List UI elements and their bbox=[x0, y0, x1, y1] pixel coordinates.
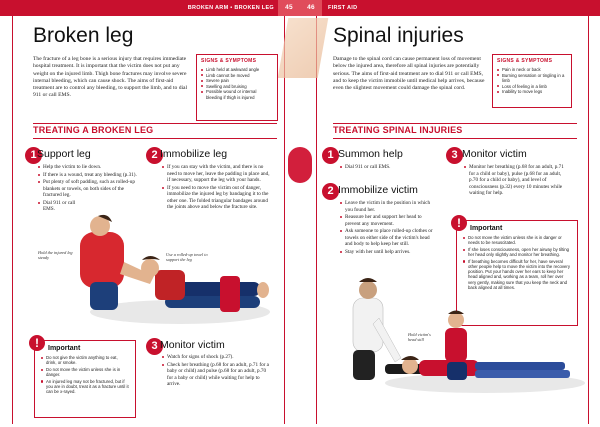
intro-text: Damage to the spinal cord can cause permanent loss of movement below the injured area, therefore all spinal injuries are potentially serious. The aims of first-aid treatment are to dial 911 or call EMS, and to keep the victim immobile until medical help arrives, because even the slightest movement could damage the spinal cord. bbox=[333, 56, 485, 92]
step-number: 3 bbox=[446, 147, 463, 164]
important-item: An injured leg may not be fractured, but if you are in doubt, treat it as a fracture until it can be x-rayed. bbox=[41, 379, 129, 395]
step-item: Ask someone to place rolled-up clothes or towels on either side of the victim's head and body to help keep her still. bbox=[340, 228, 438, 248]
section-rule bbox=[333, 123, 577, 124]
section-rule bbox=[33, 138, 277, 139]
symptom-item: Possible wound or internal bleeding if thigh is injured bbox=[201, 89, 273, 100]
symptom-item: Burning sensation or tingling in a limb bbox=[497, 73, 567, 84]
right-page-header bbox=[300, 0, 600, 16]
step-item: Watch for signs of shock (p.27). bbox=[162, 354, 272, 361]
section-heading: TREATING A BROKEN LEG bbox=[33, 125, 154, 135]
symptom-item: Pain in neck or back bbox=[497, 67, 567, 73]
step-list bbox=[162, 354, 272, 389]
section-rule bbox=[333, 138, 577, 139]
intro-text: The fracture of a leg bone is a serious injury that requires immediate hospital treatment. It is important that the victim does not put any weight on the injured limb. Thigh bone fractures may involve severe internal bleeding, which can cause shock. The aims of first-aid treatment are to control any bleeding, to support the limb, and to dial 911 or call EMS. bbox=[33, 56, 188, 99]
page-number: 45 bbox=[278, 0, 300, 16]
step-title: Monitor victim bbox=[462, 148, 527, 160]
step-item: Dial 911 or call EMS. bbox=[340, 164, 440, 171]
step-number: 2 bbox=[146, 147, 163, 164]
running-title: FIRST AID bbox=[328, 5, 358, 11]
page-title: Broken leg bbox=[33, 24, 134, 47]
signs-symptoms-box bbox=[196, 54, 278, 121]
step-number: 2 bbox=[322, 183, 339, 200]
section-rule bbox=[33, 123, 277, 124]
important-item: Do not move the victim unless she is in danger or needs to be resuscitated. bbox=[463, 235, 571, 246]
important-item: If breathing becomes difficult for her, have several other people help to move the victim into the recovery position. Put your hands over her ears to keep her head aligned and, working as a team, roll her over very gently, making sure that you keep the neck and back aligned at all times. bbox=[463, 259, 571, 291]
important-item: Do not give the victim anything to eat, drink, or smoke. bbox=[41, 355, 129, 366]
image-caption: Hold the injured leg steady bbox=[38, 250, 73, 260]
page-title: Spinal injuries bbox=[333, 24, 464, 47]
page-number: 46 bbox=[300, 0, 322, 16]
important-item: If she loses consciousness, open her airway by tilting her head only slightly and monitor her breathing. bbox=[463, 247, 571, 258]
margin-rule bbox=[588, 16, 589, 424]
signs-title: SIGNS & SYMPTOMS bbox=[201, 58, 257, 64]
image-caption: Use a rolled-up towel to support the leg bbox=[166, 252, 208, 262]
broken-leg-illustration bbox=[70, 212, 270, 332]
chapter-tab bbox=[288, 147, 300, 183]
step-number: 1 bbox=[322, 147, 339, 164]
step-item: Monitor her breathing (p.68 for an adult, p.71 for a child or baby), pulse (p.68 for an adult, p.70 for a child or baby), and level of consciousness (p.32) every 10 minutes while waiting for help. bbox=[464, 164, 570, 197]
exclamation-icon: ! bbox=[451, 215, 467, 231]
left-page-header bbox=[0, 0, 300, 16]
step-title: Summon help bbox=[338, 148, 403, 160]
step-item: Check her breathing (p.68 for an adult, p.71 for a baby or child) and pulse (p.68 for an adult, p.70 for a baby or child) while waiting for help to arrive. bbox=[162, 362, 272, 388]
step-number: 3 bbox=[146, 338, 163, 355]
signs-symptoms-box bbox=[492, 54, 572, 108]
spinal-injury-illustration bbox=[335, 268, 585, 398]
symptom-item: Limb cannot be moved bbox=[201, 73, 273, 79]
margin-rule bbox=[12, 16, 13, 424]
exclamation-icon: ! bbox=[29, 335, 45, 351]
step-title: Monitor victim bbox=[160, 339, 225, 351]
important-item: Do not move the victim unless she is in danger. bbox=[41, 367, 129, 378]
symptom-item: Severe pain bbox=[201, 78, 273, 84]
step-item: Put plenty of soft padding, such as rolled-up blankets or towels, on both sides of the fractured leg. bbox=[38, 179, 138, 199]
step-item: Leave the victim in the position in which you found her. bbox=[340, 200, 438, 213]
running-title: BROKEN ARM • BROKEN LEG bbox=[187, 5, 274, 11]
step-item: Help the victim to lie down. bbox=[38, 164, 138, 171]
step-title: Immobilize victim bbox=[338, 184, 418, 196]
step-list bbox=[162, 164, 270, 212]
symptom-item: Inability to move legs bbox=[497, 89, 567, 95]
symptom-item: Swelling and bruising bbox=[201, 84, 273, 90]
step-title: Immobilize leg bbox=[160, 148, 228, 160]
chapter-tab bbox=[300, 147, 312, 183]
signs-title: SIGNS & SYMPTOMS bbox=[497, 58, 553, 64]
step-item: Reassure her and support her head to prevent any movement. bbox=[340, 214, 438, 227]
symptom-item: Loss of feeling in a limb bbox=[497, 84, 567, 90]
step-item: If there is a wound, treat any bleeding (p.31). bbox=[38, 172, 138, 179]
important-title: Important bbox=[48, 345, 81, 352]
step-list bbox=[38, 164, 138, 214]
step-item: Stay with her until help arrives. bbox=[340, 249, 438, 256]
step-item: If you need to move the victim out of danger, immobilize the injured leg by bandaging it to the other one. Tie folded triangular bandages around the joints above and below the fracture site. bbox=[162, 185, 270, 211]
important-box bbox=[34, 336, 136, 418]
step-number: 1 bbox=[25, 147, 42, 164]
step-item: Dial 911 or call EMS. bbox=[38, 200, 81, 213]
image-caption: Hold victim's head still bbox=[408, 332, 431, 342]
important-title: Important bbox=[470, 225, 503, 232]
section-heading: TREATING SPINAL INJURIES bbox=[333, 125, 463, 135]
symptom-item: Limb held at awkward angle bbox=[201, 67, 273, 73]
step-list bbox=[464, 164, 570, 198]
step-item: If you can stay with the victim, and there is no need to move her, leave the padding in place and, if necessary, support the leg with your hands. bbox=[162, 164, 270, 184]
step-title: Support leg bbox=[37, 148, 91, 160]
bandage-image bbox=[278, 18, 329, 78]
step-list bbox=[340, 164, 440, 172]
step-list bbox=[340, 200, 438, 256]
